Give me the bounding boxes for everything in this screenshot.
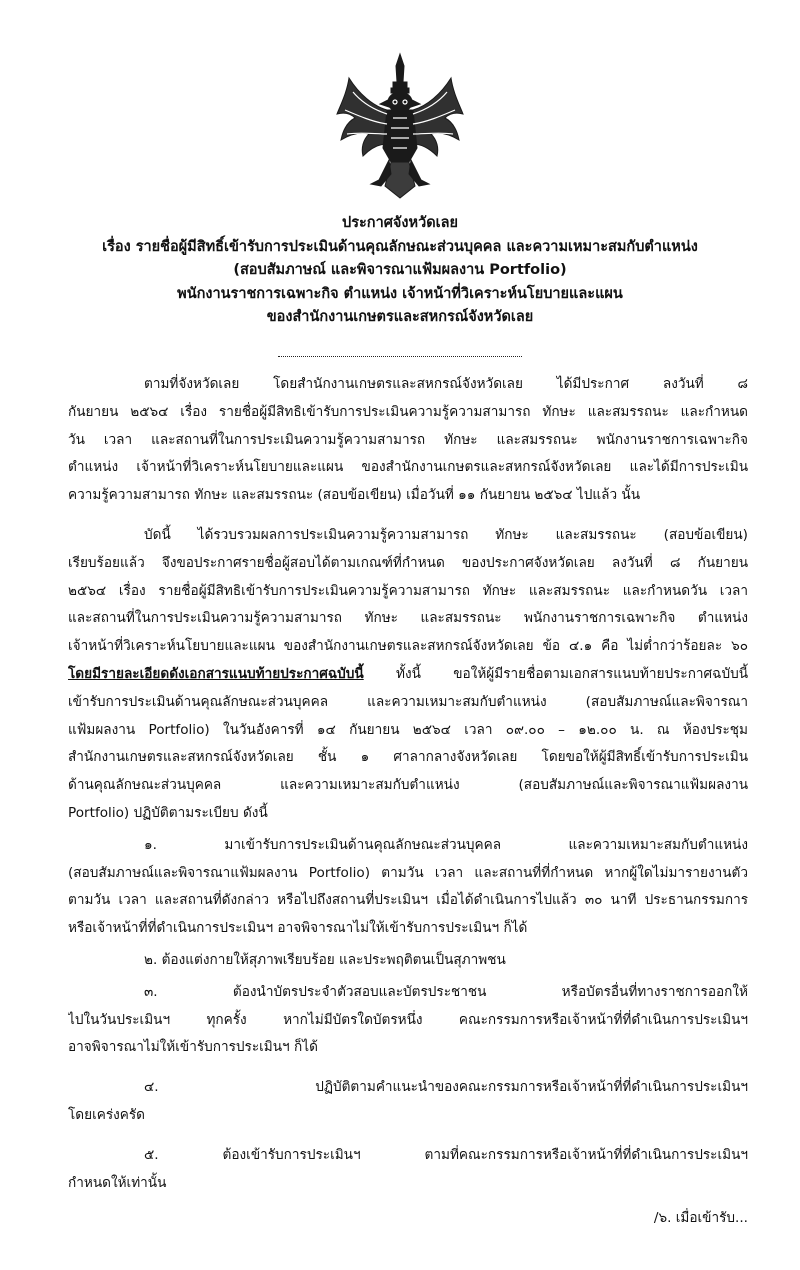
rule-line: โดยเคร่งครัด — [68, 1106, 145, 1123]
header-line-1: ประกาศจังหวัดเลย — [342, 215, 458, 231]
garuda-emblem-icon — [333, 52, 467, 200]
rule-line: ๕. ต้องเข้ารับการประเมินฯ ตามที่คณะกรรมการหรือเจ้าหน้าที่ที่ดำเนินการประเมินฯ — [144, 1146, 748, 1163]
para2-line: ๒๕๖๔ เรื่อง รายชื่อผู้มีสิทธิเข้ารับการประเมินความรู้ความสามารถ ทักษะ และสมรรถนะ และกำหนดวัน เวลา — [68, 582, 748, 599]
para2-line: ด้านคุณลักษณะส่วนบุคคล และความเหมาะสมกับตำแหน่ง (สอบสัมภาษณ์และพิจารณาแฟ้มผลงาน — [68, 777, 748, 794]
rule-item-1 — [68, 832, 748, 943]
rule-line: อาจพิจารณาไม่ให้เข้ารับการประเมินฯ ก็ได้ — [68, 1039, 318, 1056]
rule-item-3 — [68, 979, 748, 1062]
dotted-divider — [278, 356, 522, 357]
para1-line: วัน เวลา และสถานที่ในการประเมินความรู้ความสามารถ ทักษะ และสมรรถนะ พนักงานราชการเฉพาะกิจ — [68, 431, 748, 448]
para2-line: เข้ารับการประเมินด้านคุณลักษณะส่วนบุคคล และความเหมาะสมกับตำแหน่ง (สอบสัมภาษณ์และพิจารณา — [68, 693, 748, 710]
rule-line: ๒. ต้องแต่งกายให้สุภาพเรียบร้อย และประพฤติตนเป็นสุภาพชน — [144, 951, 506, 968]
header-line-5: ของสำนักงานเกษตรและสหกรณ์จังหวัดเลย — [266, 309, 534, 325]
rule-line: หรือเจ้าหน้าที่ที่ดำเนินการประเมินฯ อาจพิจารณาไม่ให้เข้ารับการประเมินฯ ก็ได้ — [68, 920, 528, 937]
para2-line: สำนักงานเกษตรและสหกรณ์จังหวัดเลย ชั้น ๑ ศาลากลางจังหวัดเลย โดยขอให้ผู้มีสิทธิ์เข้ารับการประเมิน — [68, 749, 748, 766]
para1-line: ความรู้ความสามารถ ทักษะ และสมรรถนะ (สอบข้อเขียน) เมื่อวันที่ ๑๑ กันยายน ๒๕๖๔ ไปแล้ว นั้น — [68, 487, 641, 504]
para2-line: เจ้าหน้าที่วิเคราะห์นโยบายและแผน ของสำนักงานเกษตรและสหกรณ์จังหวัดเลย ข้อ ๔.๑ คือ ไม่ต่ำกว่าร้อยละ ๖๐ — [68, 638, 748, 655]
rule-line: กำหนดให้เท่านั้น — [68, 1174, 167, 1191]
para1-line: ตามที่จังหวัดเลย โดยสำนักงานเกษตรและสหกรณ์จังหวัดเลย ได้มีประกาศ ลงวันที่ ๘ — [144, 376, 748, 392]
announcement-header — [40, 212, 760, 330]
rule-item-4 — [68, 1074, 748, 1130]
para1-line: กันยายน ๒๕๖๔ เรื่อง รายชื่อผู้มีสิทธิเข้ารับการประเมินความรู้ความสามารถ ทักษะ และสมรรถนะ และกำหนด — [68, 403, 748, 420]
rule-line: ๑. มาเข้ารับการประเมินด้านคุณลักษณะส่วนบุคคล และความเหมาะสมกับตำแหน่ง — [144, 836, 748, 853]
rule-line: ๔. ปฏิบัติตามคำแนะนำของคณะกรรมการหรือเจ้าหน้าที่ที่ดำเนินการประเมินฯ — [144, 1079, 748, 1096]
attachment-reference: โดยมีรายละเอียดดังเอกสารแนบท้ายประกาศฉบับนี้ — [68, 665, 364, 682]
para2-line: แฟ้มผลงาน Portfolio) ในวันอังคารที่ ๑๔ กันยายน ๒๕๖๔ เวลา ๐๙.๐๐ – ๑๒.๐๐ น. ณ ห้องประชุม — [68, 721, 748, 738]
rule-line: (สอบสัมภาษณ์และพิจารณาแฟ้มผลงาน Portfolio) ตามวัน เวลา และสถานที่ที่กำหนด หากผู้ใดไม่มารายงานตัว — [68, 864, 748, 881]
announcement-body — [68, 371, 748, 1197]
para2-line: เรียบร้อยแล้ว จึงขอประกาศรายชื่อผู้สอบได้ตามเกณฑ์ที่กำหนด ของประกาศจังหวัดเลย ลงวันที่ ๘ กันยายน — [68, 554, 748, 571]
rule-item-2 — [68, 947, 748, 975]
header-line-4: พนักงานราชการเฉพาะกิจ ตำแหน่ง เจ้าหน้าที่วิเคราะห์นโยบายและแผน — [177, 285, 623, 302]
para1-line: ตำแหน่ง เจ้าหน้าที่วิเคราะห์นโยบายและแผน ของสำนักงานเกษตรและสหกรณ์จังหวัดเลย และได้มีการประเมิน — [68, 459, 748, 476]
rule-line: ๓. ต้องนำบัตรประจำตัวสอบและบัตรประชาชน หรือบัตรอื่นที่ทางราชการออกให้ — [144, 983, 748, 1000]
continuation-marker: /๖. เมื่อเข้ารับ... — [653, 1210, 748, 1226]
para2-text: ทั้งนี้ ขอให้ผู้มีรายชื่อตามเอกสารแนบท้ายประกาศฉบับนี้ — [363, 665, 748, 682]
para2-line: Portfolio) ปฏิบัติตามระเบียบ ดังนี้ — [68, 804, 268, 821]
rule-line: ตามวัน เวลา และสถานที่ดังกล่าว หรือไปถึงสถานที่ประเมินฯ เมื่อได้ดำเนินการไปแล้ว ๓๐ นาที ประธานกรรมการ — [68, 892, 748, 909]
rule-item-5 — [68, 1142, 748, 1198]
header-line-3: (สอบสัมภาษณ์ และพิจารณาแฟ้มผลงาน Portfolio) — [233, 262, 567, 278]
paragraph-1 — [68, 371, 748, 510]
rule-line: ไปในวันประเมินฯ ทุกครั้ง หากไม่มีบัตรใดบัตรหนึ่ง คณะกรรมการหรือเจ้าหน้าที่ที่ดำเนินการประเมินฯ — [68, 1011, 748, 1028]
paragraph-2 — [68, 522, 748, 828]
para2-line: บัดนี้ ได้รวบรวมผลการประเมินความรู้ความสามารถ ทักษะ และสมรรถนะ (สอบข้อเขียน) — [144, 526, 748, 543]
para2-line — [68, 661, 748, 689]
header-line-2: เรื่อง รายชื่อผู้มีสิทธิ์เข้ารับการประเมินด้านคุณลักษณะส่วนบุคคล และความเหมาะสมกับตำแหน่ง — [102, 238, 698, 255]
para2-line: และสถานที่ในการประเมินความรู้ความสามารถ ทักษะ และสมรรถนะ พนักงานราชการเฉพาะกิจ ตำแหน่ง — [68, 610, 748, 627]
